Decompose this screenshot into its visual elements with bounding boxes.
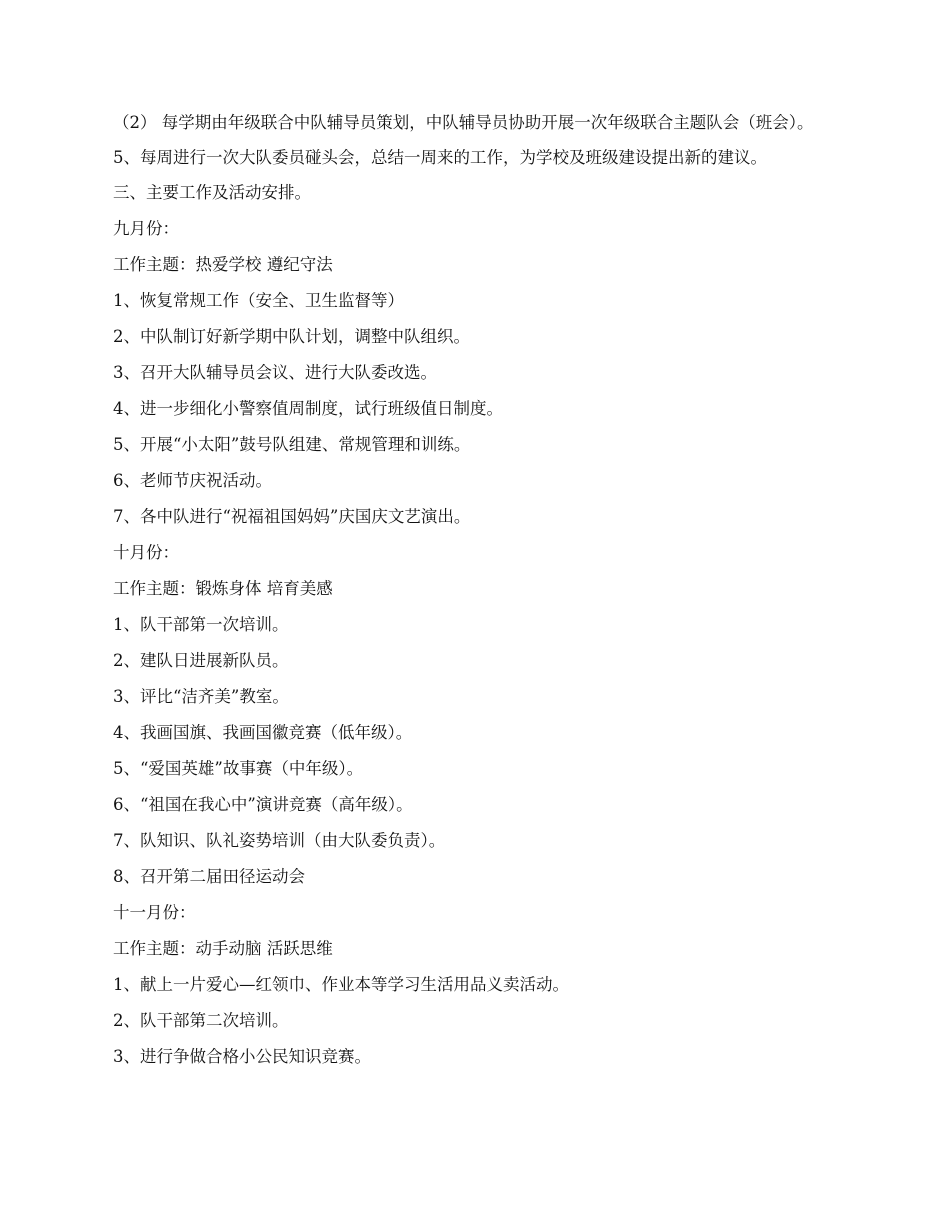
month-heading-november: 十一月份：: [113, 903, 196, 922]
list-item: 8、召开第二届田径运动会: [113, 867, 305, 886]
list-item: 2、中队制订好新学期中队计划，调整中队组织。: [113, 327, 470, 346]
list-item: 7、队知识、队礼姿势培训（由大队委负责）。: [113, 831, 446, 850]
month-heading-september: 九月份：: [113, 219, 179, 238]
list-item: 1、恢复常规工作（安全、卫生监督等）: [113, 291, 404, 310]
section-heading: 三、主要工作及活动安排。: [113, 183, 311, 202]
list-item: 3、进行争做合格小公民知识竞赛。: [113, 1047, 371, 1066]
list-item: 4、进一步细化小警察值周制度，试行班级值日制度。: [113, 399, 503, 418]
list-item: 1、队干部第一次培训。: [113, 615, 289, 634]
theme-november: 工作主题：动手动脑 活跃思维: [113, 939, 333, 958]
list-item: 5、“爱国英雄”故事赛（中年级）。: [113, 759, 364, 778]
theme-october: 工作主题：锻炼身体 培育美感: [113, 579, 333, 598]
document-body: [113, 112, 833, 1082]
list-item: 1、献上一片爱心—红领巾、作业本等学习生活用品义卖活动。: [113, 975, 569, 994]
list-item: 2、建队日进展新队员。: [113, 651, 289, 670]
list-item: 3、评比“洁齐美”教室。: [113, 687, 289, 706]
paragraph-weekly-meeting: 5、每周进行一次大队委员碰头会，总结一周来的工作，为学校及班级建设提出新的建议。: [113, 148, 767, 167]
theme-september: 工作主题：热爱学校 遵纪守法: [113, 255, 333, 274]
paragraph-team-meeting: （2） 每学期由年级联合中队辅导员策划，中队辅导员协助开展一次年级联合主题队会（班会）。: [113, 113, 814, 132]
list-item: 7、各中队进行“祝福祖国妈妈”庆国庆文艺演出。: [113, 507, 471, 526]
list-item: 2、队干部第二次培训。: [113, 1011, 289, 1030]
list-item: 5、开展“小太阳”鼓号队组建、常规管理和训练。: [113, 435, 471, 454]
list-item: 6、“祖国在我心中”演讲竞赛（高年级）。: [113, 795, 413, 814]
month-heading-october: 十月份：: [113, 543, 179, 562]
list-item: 6、老师节庆祝活动。: [113, 471, 272, 490]
list-item: 4、我画国旗、我画国徽竞赛（低年级）。: [113, 723, 413, 742]
list-item: 3、召开大队辅导员会议、进行大队委改选。: [113, 363, 437, 382]
